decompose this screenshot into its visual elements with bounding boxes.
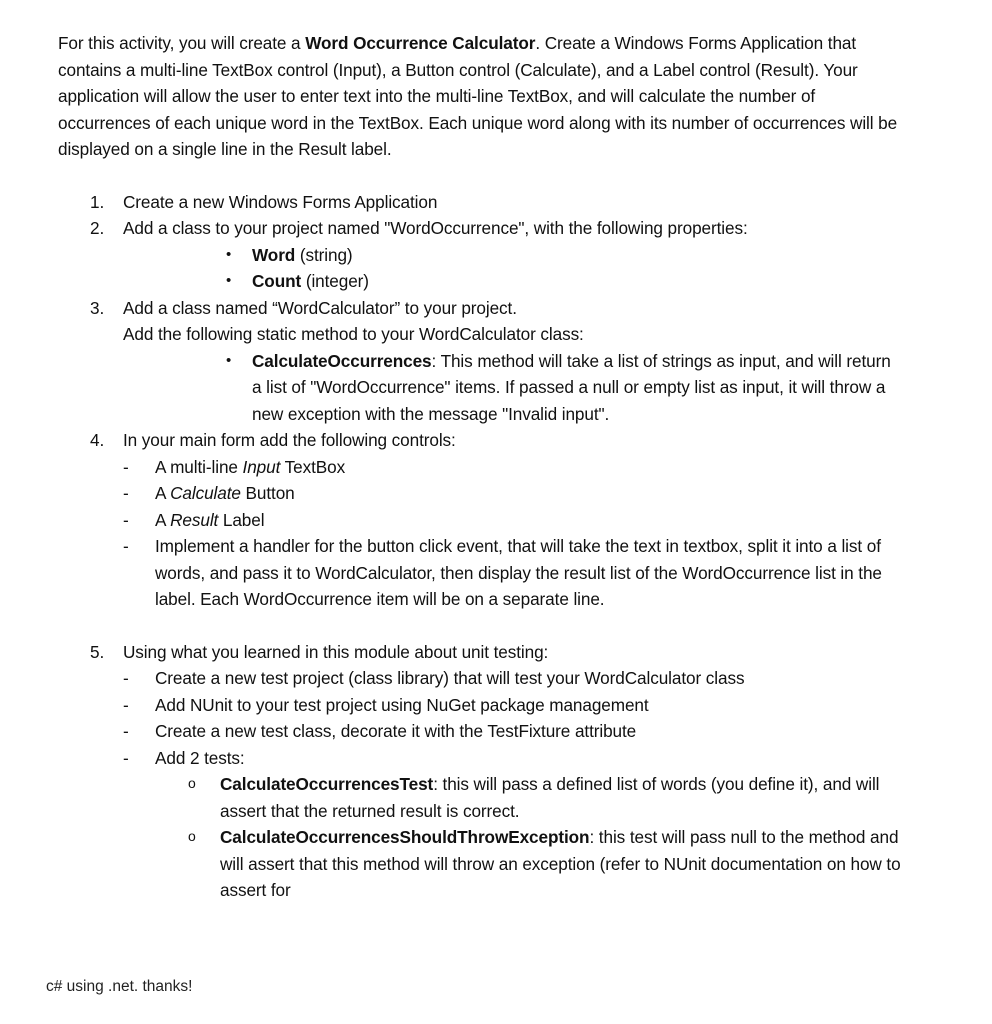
dash-icon: -	[123, 668, 129, 688]
step-text: Create a new Windows Forms Application	[123, 191, 438, 212]
intro-text-start: For this activity, you will create a	[58, 33, 306, 53]
step-2	[58, 215, 958, 242]
control-result-label: - A Result Label	[58, 507, 958, 534]
bullet-icon: •	[226, 351, 232, 369]
step-number: 4.	[90, 430, 105, 450]
control-input-textbox: - A multi-line Input TextBox	[58, 454, 958, 481]
method-calculate-occurrences	[58, 348, 902, 428]
bullet-icon: •	[226, 245, 232, 263]
test-calculate-occurrences	[58, 771, 910, 824]
dash-icon: -	[123, 536, 129, 556]
property-type: (integer)	[301, 271, 369, 291]
add-tests-instruction: - Add 2 tests:	[58, 745, 958, 772]
dash-icon: -	[123, 694, 129, 715]
test-description: : this will pass a defined list of words (you define it), and will assert that the returned result is correct.	[220, 774, 880, 821]
step-text: Using what you learned in this module about unit testing:	[123, 641, 549, 662]
intro-text-rest: . Create a Windows Forms Application that contains a multi-line TextBox control (Input), a Button control (Calculate), and a Label control (Result). Your application will allow the user to enter text into the multi-line TextBox, and will calculate the number of occurrences of each unique word in the TextBox. Each unique word along with its number of occurrences will be displayed on a single line in the Result label.	[58, 33, 898, 159]
property-word	[58, 242, 958, 269]
step-text: In your main form add the following controls:	[123, 430, 456, 450]
test-name: CalculateOccurrencesTest	[220, 774, 434, 794]
step-3	[58, 295, 958, 322]
step-text: Add a class to your project named "WordOccurrence", with the following properties:	[123, 218, 748, 238]
test-class-instruction: - Create a new test class, decorate it with the TestFixture attribute	[58, 718, 958, 745]
test-project-instruction: - Create a new test project (class library) that will test your WordCalculator class	[58, 665, 958, 692]
test-name: CalculateOccurrencesShouldThrowException	[220, 827, 590, 847]
dash-icon: -	[123, 483, 129, 503]
circle-bullet-icon: o	[188, 828, 196, 844]
property-type: (string)	[295, 244, 353, 265]
click-handler-instruction	[58, 533, 895, 613]
step-number: 5.	[90, 641, 105, 662]
control-calculate-button: - A Calculate Button	[58, 480, 958, 507]
dash-icon: -	[123, 721, 129, 741]
step-3-continuation: Add the following static method to your WordCalculator class:	[123, 324, 584, 344]
instruction-text: Implement a handler for the button click event, that will take the text in textbox, split it into a list of words, and pass it to WordCalculator, then display the result list of the WordOccurrence list in the label. Each WordOccurrence item will be on a separate line.	[155, 536, 882, 609]
step-number: 3.	[90, 297, 105, 318]
dash-icon: -	[123, 747, 129, 768]
step-4	[58, 427, 958, 454]
dash-icon: -	[123, 509, 129, 530]
test-should-throw-exception	[58, 824, 910, 904]
method-name: CalculateOccurrences	[252, 350, 432, 371]
dash-icon: -	[123, 456, 129, 477]
assignment-document	[58, 30, 958, 904]
step-text: Add a class named “WordCalculator” to your project.	[123, 297, 517, 318]
circle-bullet-icon: o	[188, 775, 196, 791]
nunit-instruction: - Add NUnit to your test project using NuGet package management	[58, 692, 958, 719]
footer-note: c# using .net. thanks!	[46, 978, 193, 995]
step-number: 2.	[90, 218, 105, 238]
step-5	[58, 639, 958, 666]
method-description: : This method will take a list of strings as input, and will return a list of "WordOccurrence" items. If passed a null or empty list as input, it will throw a new exception with the message "Invalid input".	[252, 350, 891, 424]
test-description: : this test will pass null to the method and will assert that this method will throw an exception (refer to NUnit documentation on how to assert for	[220, 827, 901, 900]
intro-paragraph	[58, 30, 898, 163]
property-name: Count	[252, 271, 302, 291]
property-name: Word	[252, 244, 296, 265]
property-count	[58, 268, 958, 295]
intro-bold-title: Word Occurrence Calculator	[305, 33, 536, 53]
step-number: 1.	[90, 191, 105, 212]
step-1	[58, 189, 958, 216]
bullet-icon: •	[226, 272, 232, 289]
